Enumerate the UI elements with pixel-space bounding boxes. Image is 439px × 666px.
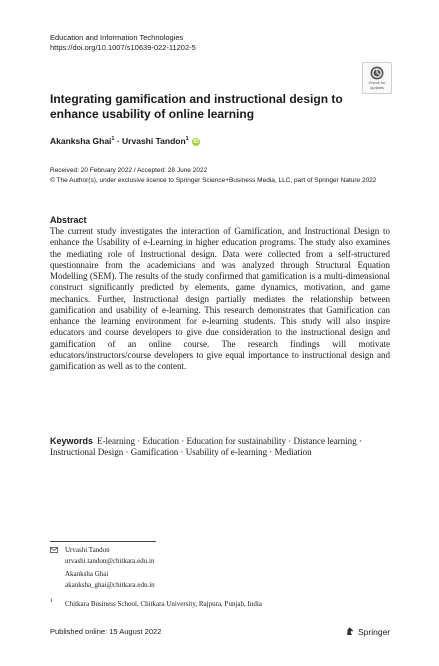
journal-name: Education and Information Technologies: [50, 33, 184, 42]
springer-horse-icon: [345, 626, 355, 636]
article-title: Integrating gamification and instructional design to enhance usability of online learning: [50, 92, 343, 121]
publisher-name: Springer: [358, 627, 391, 637]
check-for-updates-icon: [370, 66, 384, 80]
abstract-text: The current study investigates the interaction of Gamification, and Instructional Design to enhance the Usability of e-Learning in higher education programs. The study also examines the mediating role of Instructional design. Data were collected from a self-structured questionnaire from the academicians and was analyzed through Structural Equation Modelling (SEM). The results of the study confirmed that gamification is a multi-dimensional construct significantly predicted by elements, game dynamics, motivation, and game mechanics. Further, Instructional design partially mediates the relationship between gamification and usability of e-learning. This research demonstrates that Gamification can enhance the learning environment for e-learning students. This study will also inspire educators and course developers to give due consideration to the instructional design and gamification of an online course. The research findings will motivate educators/instructors/course developers to give equal importance to instructional design and gamification as well as to the content.: [50, 226, 390, 371]
author-name[interactable]: Urvashi Tandon: [122, 136, 186, 146]
author-name[interactable]: Akanksha Ghai: [50, 136, 112, 146]
corresponding-author-email[interactable]: urvashi.tandon@chitkara.edu.in: [65, 556, 155, 565]
affiliation-number: 1: [50, 598, 53, 604]
keywords-list: E-learning · Education · Education for sustainability · Distance learning · Instructional Design · Gamification · Usability of e-learning · Mediation: [50, 436, 362, 458]
orcid-icon[interactable]: iD: [193, 138, 199, 145]
footnote-divider: [50, 541, 156, 542]
envelope-icon: [50, 547, 58, 553]
co-author-name: Akanksha Ghai: [65, 570, 109, 578]
keywords-label: Keywords: [50, 436, 94, 446]
author-separator: ·: [114, 136, 123, 146]
abstract-heading: Abstract: [50, 215, 87, 225]
corresponding-author-name: Urvashi Tandon: [65, 546, 110, 554]
keywords: [50, 436, 390, 459]
check-for-updates-badge[interactable]: [362, 62, 392, 94]
co-author: [65, 569, 155, 590]
check-for-updates-label: [363, 81, 391, 90]
publisher-logo[interactable]: [345, 626, 390, 637]
author-line: [50, 136, 200, 146]
copyright-notice: © The Author(s), under exclusive licence to Springer Science+Business Media, LLC, part of Springer Nature 2022: [50, 177, 377, 184]
co-author-email[interactable]: akanksha_ghai@chitkara.edu.in: [65, 580, 155, 589]
received-accepted-dates: Received: 20 February 2022 / Accepted: 28 June 2022: [50, 167, 208, 174]
affiliation-text: Chitkara Business School, Chitkara University, Rajpura, Punjab, India: [65, 600, 262, 608]
author-affiliation-ref: 1: [111, 136, 115, 143]
author-affiliation-ref: 1: [185, 136, 189, 143]
corresponding-author: [65, 545, 154, 566]
doi-link[interactable]: https://doi.org/10.1007/s10639-022-11202-5: [50, 43, 196, 52]
badge-line-1: Check for: [368, 80, 386, 85]
published-online-date: Published online: 15 August 2022: [50, 627, 162, 636]
badge-line-2: updates: [369, 84, 385, 90]
